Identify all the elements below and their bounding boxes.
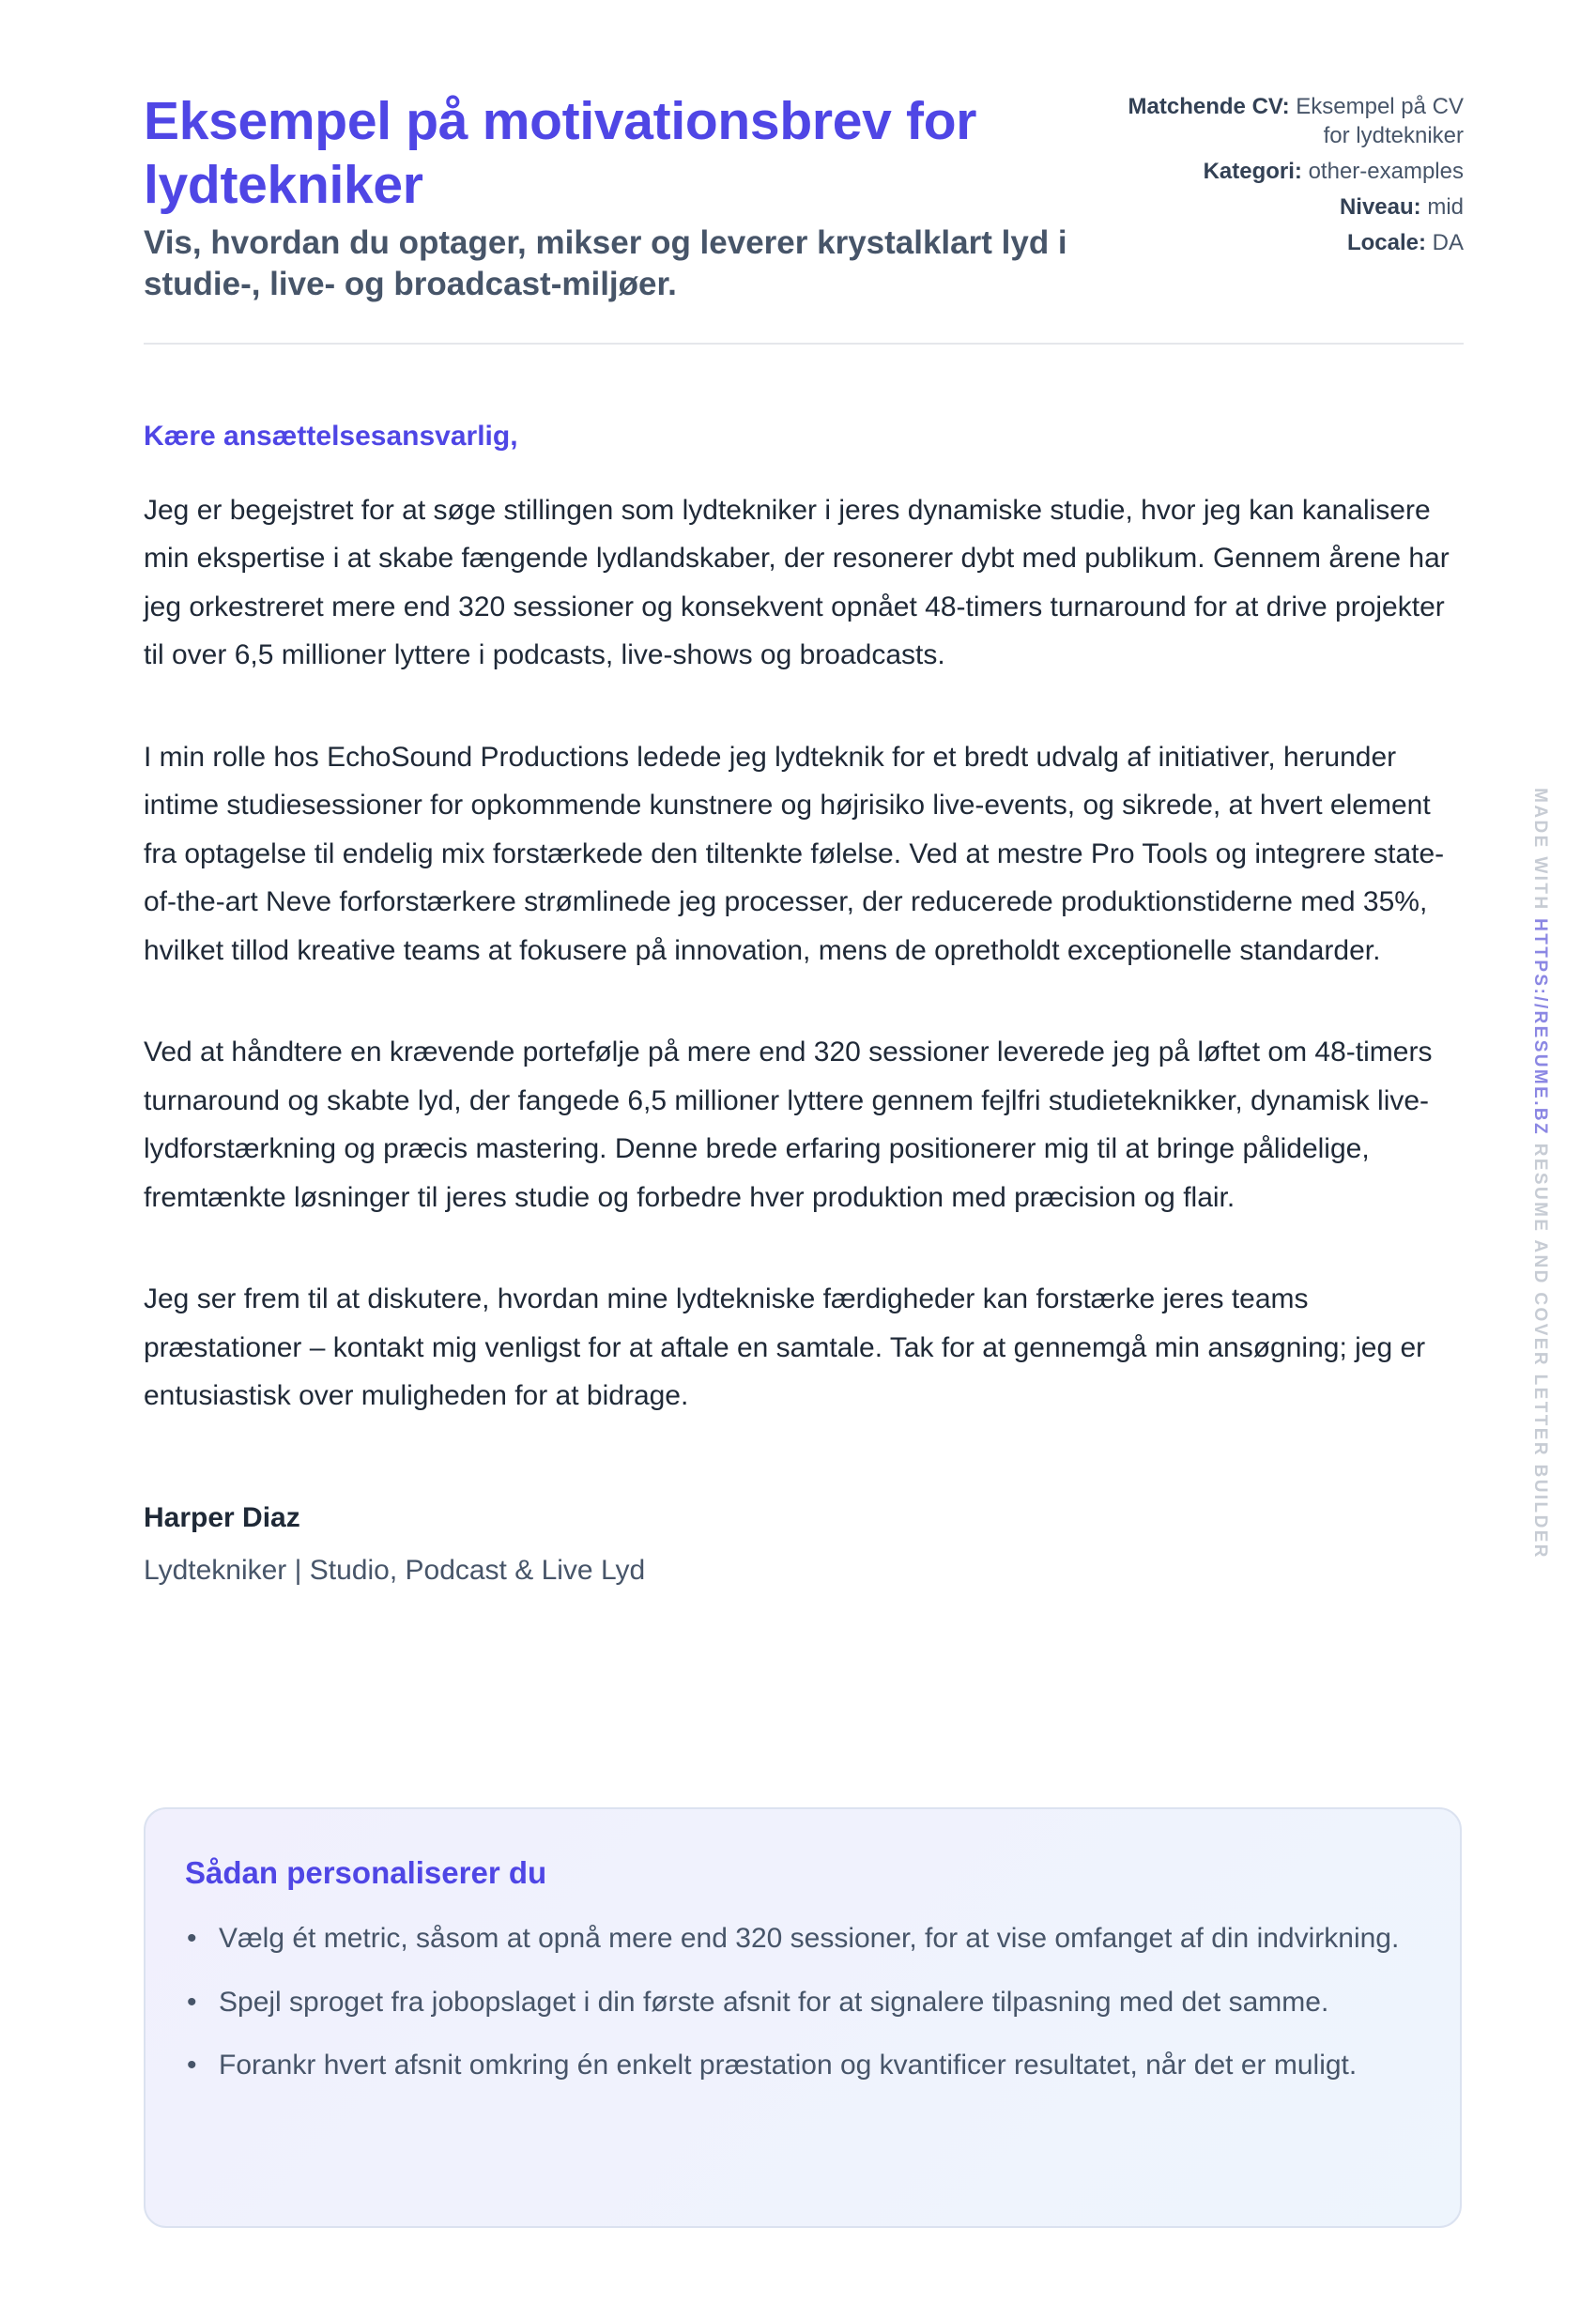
watermark-suffix: RESUME AND COVER LETTER BUILDER — [1530, 1143, 1550, 1559]
meta-matching-cv — [1126, 92, 1464, 150]
letter-paragraph-4: Jeg ser frem til at diskutere, hvordan mine lydtekniske færdigheder kan forstærke jeres teams præstationer – kontakt mig venligst for at aftale en samtale. Tak for at gennemgå min ansøgning; jeg er entusiastisk over muligheden for at bidrage. — [144, 1283, 1426, 1411]
meta-category — [1126, 157, 1464, 186]
letter-paragraph-1: Jeg er begejstret for at søge stillingen som lydtekniker i jeres dynamiske studie, hvor jeg kan kanalisere min ekspertise i at skabe fængende lydlandskaber, der resonerer dybt med publikum. Gennem årene har jeg orkestreret mere end 320 sessioner og konsekvent opnået 48-timers turnaround for at drive projekter til over 6,5 millioner lyttere i podcasts, live-shows og broadcasts. — [144, 494, 1450, 670]
bullet-icon: • — [187, 1986, 197, 2018]
watermark-link[interactable]: HTTPS://RESUME.BZ — [1530, 918, 1550, 1137]
tip-text-3: Forankr hvert afsnit omkring én enkelt præstation og kvantificer resultatet, når det er muligt. — [219, 2050, 1358, 2081]
signature-name: Harper Diaz — [144, 1501, 300, 1533]
page-header — [144, 0, 1464, 345]
meta-matching-cv-label: Matchende CV: — [1128, 94, 1290, 119]
tips-list — [185, 1914, 1420, 2090]
list-item — [185, 2041, 1420, 2090]
meta-category-label: Kategori: — [1203, 159, 1302, 184]
meta-matching-cv-value[interactable]: Eksempel på CV for lydtekniker — [1296, 94, 1464, 148]
vertical-watermark — [1529, 788, 1550, 1559]
meta-level-label: Niveau: — [1339, 194, 1421, 220]
tips-title: Sådan personaliserer du — [185, 1855, 547, 1890]
letter-greeting: Kære ansættelsesansvarlig, — [144, 421, 518, 452]
meta-level-value: mid — [1427, 194, 1464, 220]
letter-paragraph-2: I min rolle hos EchoSound Productions ledede jeg lydteknik for et bredt udvalg af initiativer, herunder intime studiesessioner for opkommende kunstnere og højrisiko live-events, og sikrede, at hvert element fra optagelse til endelig mix forstærkede den tiltenkte følelse. Ved at mestre Pro Tools og integrere state-of-the-art Neve forforstærkere strømlinede jeg processer, der reducerede produktionstiderne med 35%, hvilket tillod kreative teams at fokusere på innovation, mens de opretholdt exceptionelle standarder. — [144, 741, 1445, 966]
letter-body — [144, 345, 1464, 1590]
list-item — [185, 1914, 1420, 1963]
bullet-icon: • — [187, 1923, 197, 1954]
meta-level — [1126, 192, 1464, 222]
page-subtitle: Vis, hvordan du optager, mikser og leverer krystalklart lyd i studie-, live- og broadcast-miljøer. — [144, 224, 1067, 302]
letter-paragraph-3: Ved at håndtere en krævende portefølje på mere end 320 sessioner leverede jeg på løftet om 48-timers turnaround og skabte lyd, der fangede 6,5 millioner lyttere gennem fejlfri studieteknikker, dynamisk live-lydforstærkning og præcis mastering. Denne brede erfaring positionerer mig til at bringe pålidelige, fremtænkte løsninger til jeres studie og forbedre hver produktion med præcision og flair. — [144, 1037, 1433, 1213]
meta-panel — [1126, 92, 1464, 264]
meta-locale-label: Locale: — [1346, 230, 1426, 255]
list-item — [185, 1978, 1420, 2027]
tip-text-1: Vælg ét metric, såsom at opnå mere end 320 sessioner, for at vise omfanget af din indvirkning. — [219, 1923, 1400, 1954]
cover-letter-page — [144, 0, 1464, 2081]
tip-text-2: Spejl sproget fra jobopslaget i din første afsnit for at signalere tilpasning med det samme. — [219, 1986, 1329, 2018]
page-title: Eksempel på motivationsbrev for lydtekniker — [144, 91, 977, 215]
personalization-tips-box — [144, 1807, 1462, 2228]
meta-locale-value: DA — [1432, 230, 1464, 255]
signature-role: Lydtekniker | Studio, Podcast & Live Lyd — [144, 1554, 646, 1586]
meta-category-value: other-examples — [1308, 159, 1464, 184]
meta-locale — [1126, 228, 1464, 257]
watermark-prefix: MADE WITH — [1530, 788, 1550, 912]
bullet-icon: • — [187, 2050, 197, 2081]
